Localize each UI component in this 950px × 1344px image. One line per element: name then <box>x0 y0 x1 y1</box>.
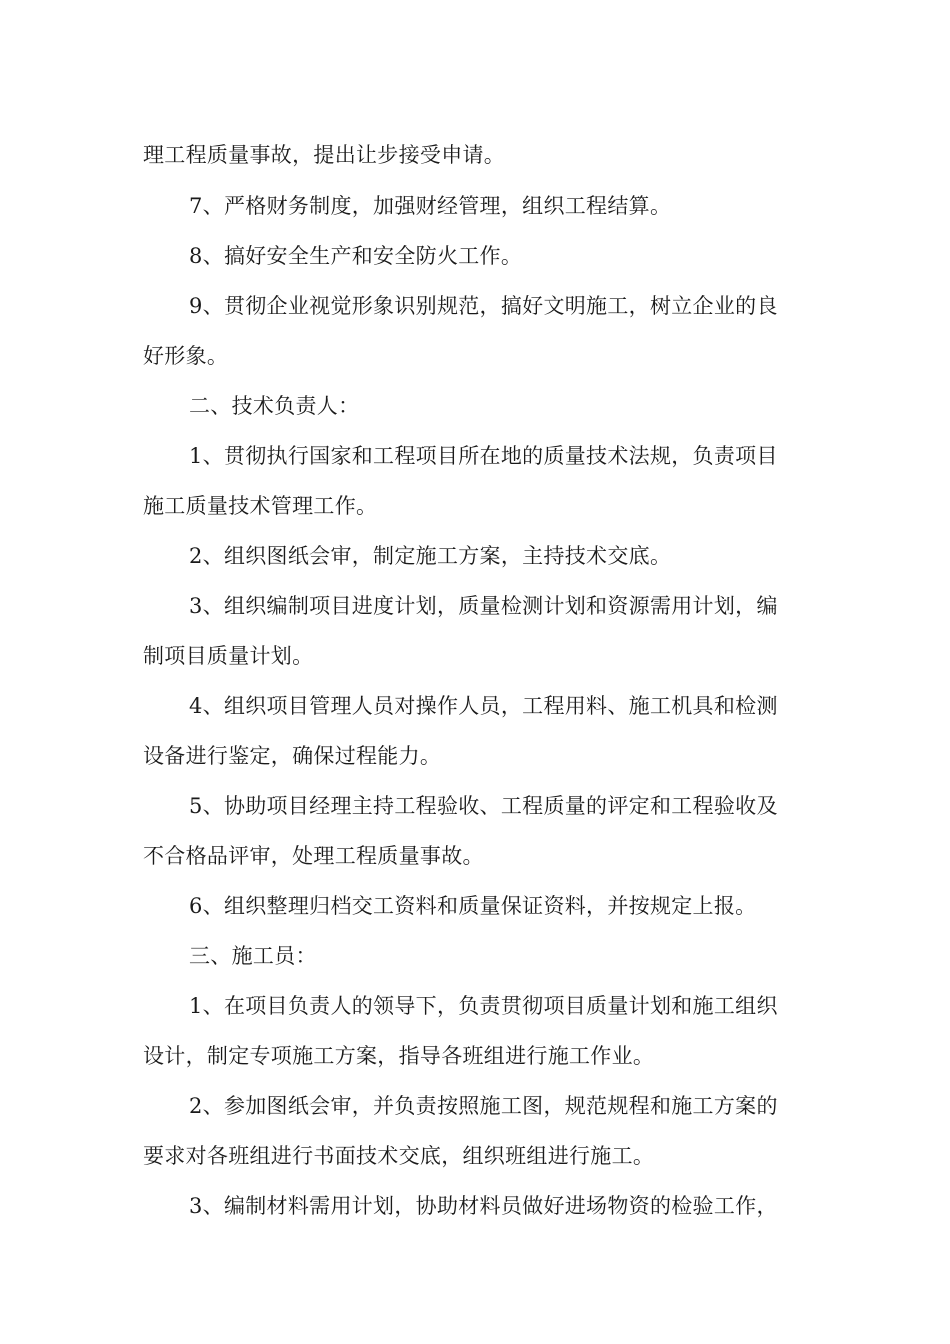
section-heading: 三、施工员： <box>189 944 317 968</box>
text-line: 制项目质量计划。 <box>143 644 314 668</box>
text-line: 设计，制定专项施工方案，指导各班组进行施工作业。 <box>143 1044 655 1068</box>
text-line: 3、编制材料需用计划，协助材料员做好进场物资的检验工作， <box>189 1194 778 1218</box>
text-line: 理工程质量事故，提出让步接受申请。 <box>143 143 506 167</box>
text-line: 施工质量技术管理工作。 <box>143 494 378 518</box>
text-line: 设备进行鉴定，确保过程能力。 <box>143 744 442 768</box>
text-line: 5、协助项目经理主持工程验收、工程质量的评定和工程验收及 <box>189 794 778 818</box>
text-line: 4、组织项目管理人员对操作人员，工程用料、施工机具和检测 <box>189 694 778 718</box>
text-line: 7、严格财务制度，加强财经管理，组织工程结算。 <box>189 194 672 218</box>
text-line: 8、搞好安全生产和安全防火工作。 <box>189 244 523 268</box>
text-line: 3、组织编制项目进度计划，质量检测计划和资源需用计划，编 <box>189 594 778 618</box>
text-line: 2、参加图纸会审，并负责按照施工图，规范规程和施工方案的 <box>189 1094 778 1118</box>
text-line: 不合格品评审，处理工程质量事故。 <box>143 844 484 868</box>
text-line: 6、组织整理归档交工资料和质量保证资料，并按规定上报。 <box>189 894 757 918</box>
text-line: 2、组织图纸会审，制定施工方案，主持技术交底。 <box>189 544 672 568</box>
text-line: 好形象。 <box>143 344 229 368</box>
section-heading: 二、技术负责人： <box>189 394 360 418</box>
text-line: 9、贯彻企业视觉形象识别规范，搞好文明施工，树立企业的良 <box>189 294 778 318</box>
text-line: 要求对各班组进行书面技术交底，组织班组进行施工。 <box>143 1144 655 1168</box>
text-line: 1、在项目负责人的领导下，负责贯彻项目质量计划和施工组织 <box>189 994 778 1018</box>
text-line: 1、贯彻执行国家和工程项目所在地的质量技术法规，负责项目 <box>189 444 778 468</box>
